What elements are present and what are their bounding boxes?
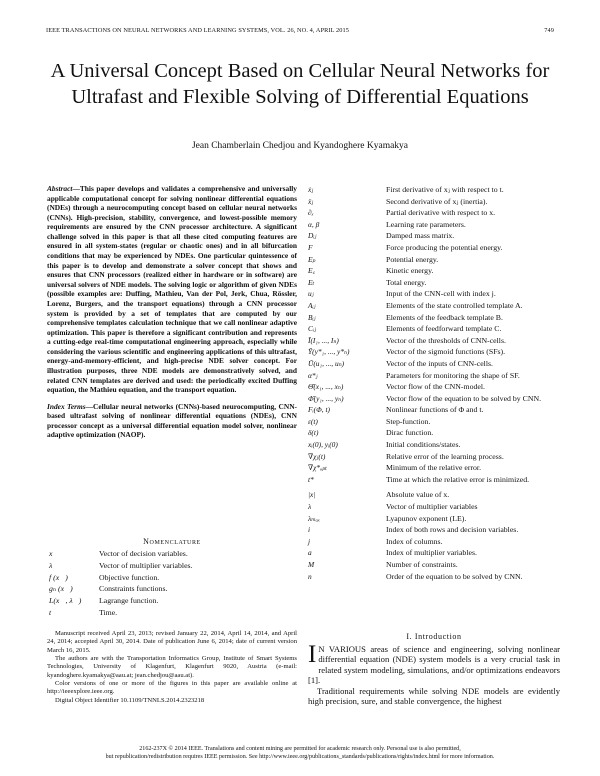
nomenclature-symbol: λ⃗ (308, 502, 317, 512)
nomenclature-item (308, 230, 560, 242)
nomenclature-item (47, 583, 297, 595)
introduction-lead: N VARIOUS (318, 644, 366, 654)
nomenclature-desc: Second derivative of xⱼ (inertia). (386, 196, 488, 206)
nomenclature-symbol: Cᵢⱼ (308, 324, 317, 334)
left-column (47, 184, 297, 440)
nomenclature-desc: Lyapunov exponent (LE). (386, 513, 467, 523)
nomenclature-desc: Number of constraints. (386, 560, 458, 569)
nomenclature-symbol: ∇χ*ₒₚₜ (308, 463, 327, 473)
nomenclature-desc: Vector flow of the equation to be solved by CNN. (386, 393, 542, 403)
nomenclature-item (47, 560, 297, 572)
footnote-color: Color versions of one or more of the figures in this paper are available online at http://ieeexplore.ieee.org. (47, 680, 297, 696)
nomenclature-desc: Damped mass matrix. (386, 231, 455, 241)
nomenclature-desc: Absolute value of x. (386, 490, 450, 500)
nomenclature-desc: Minimum of the relative error. (386, 463, 482, 473)
nomenclature-desc: Nonlinear functions of Φ and t. (386, 405, 484, 415)
introduction-dropcap: I (308, 641, 317, 668)
nomenclature-item (308, 288, 560, 300)
nomenclature-item (308, 559, 560, 571)
nomenclature-desc: Relative error of the learning process. (386, 451, 504, 461)
introduction-heading: I. Introduction (406, 632, 462, 641)
nomenclature-desc: Initial conditions/states. (386, 440, 461, 450)
nomenclature-desc: Elements of the feedback template B. (386, 312, 503, 322)
nomenclature-desc: Time. (99, 607, 118, 617)
nomenclature-left-list (47, 548, 297, 618)
nomenclature-item (308, 489, 560, 501)
nomenclature-desc: First derivative of xⱼ with respect to t. (386, 185, 504, 194)
nomenclature-item (308, 207, 560, 219)
nomenclature-desc: Vector of the inputs of CNN-cells. (386, 358, 493, 368)
nomenclature-symbol: a (308, 548, 312, 558)
nomenclature-symbol: xᵢ(0), yᵢ(0) (308, 440, 338, 450)
nomenclature-desc: Index of multiplier variables. (386, 548, 477, 558)
nomenclature-desc: Force producing the potential energy. (386, 242, 503, 252)
nomenclature-item (308, 358, 560, 370)
introduction-paragraph-1 (308, 641, 561, 686)
nomenclature-symbol: α, β (308, 219, 320, 229)
nomenclature-symbol: λ⃗ (49, 561, 59, 571)
nomenclature-item (308, 242, 560, 254)
nomenclature-desc: Vector of the sigmoid functions (SFs). (386, 347, 506, 357)
nomenclature-symbol: t (49, 607, 52, 617)
nomenclature-symbol: ε(t) (308, 416, 318, 426)
nomenclature-item (308, 254, 560, 266)
nomenclature-item (308, 393, 560, 405)
nomenclature-symbol: Eₜ (308, 277, 315, 287)
nomenclature-symbol: Fᵢ(Φ, t) (308, 405, 330, 415)
nomenclature-symbol: α*ⱼ (308, 370, 318, 380)
nomenclature-desc: Elements of the state controlled template A. (386, 300, 523, 310)
nomenclature-desc: Step-function. (386, 416, 431, 426)
footnotes (47, 630, 297, 705)
nomenclature-symbol: Φ̄(y₁, ..., yₙ) (308, 393, 344, 403)
abstract-text: This paper develops and validates a comprehensive and universally applicable computational concept for solving nonlinear differential equations (NDEs) through a neurocomputing concept based on cellular neural networks (CNNs). High-precision, stability, convergence, and lowest-possible memory requirements are ensured by the CNN processor architecture. A significant challenge solved in this paper is that all these cited computing features are ensured in all system-states (regular or chaotic ones) and in all bifurcation conditions that may be experienced by NDEs. One particular quintessence of this paper is to develop and demonstrate a solver concept that shows and ensures that CNN processors (realized either in hardware or in software) are universal solvers of NDE models. The solving logic or algorithm of given NDEs (possible examples are: Duffing, Mathieu, Van der Pol, Jerk, Chua, Rössler, Lorenz, Burgers, and the transport equations) through a CNN processor system is provided by a set of templates that are computed by our comprehensive templates calculation technique that we call nonlinear adaptive optimization. This paper is therefore a significant contribution and represents a cutting-edge real-time computational engineering approach, especially while considering the various scientific and engineering applications of this ultrafast, energy-and-memory-efficient, and high-precise NDE solver concept. For illustration purposes, three NDE models are demonstratively solved, and related CNN templates are derived and used: the periodically excited Duffing equation, the Mathieu equation, and the transport equation. (47, 184, 297, 395)
nomenclature-symbol: L(x⃗, λ⃗) (49, 596, 82, 606)
nomenclature-symbol: δ(t) (308, 428, 319, 438)
nomenclature-desc: Learning rate parameters. (386, 219, 466, 229)
copyright-line-1: 2162-237X © 2014 IEEE. Translations and content mining are permitted for academic research only. Personal use is also permitted, (139, 746, 461, 752)
page-number: 749 (544, 27, 554, 34)
nomenclature-item (308, 219, 560, 231)
nomenclature-symbol: Ū(u₁, ..., uₙ) (308, 358, 345, 368)
nomenclature-desc: Index of columns. (386, 536, 443, 546)
nomenclature-symbol: Dᵢⱼ (308, 231, 317, 241)
nomenclature-symbol: uⱼ (308, 289, 314, 299)
nomenclature-item (308, 346, 560, 358)
nomenclature-symbol: ẋⱼ (308, 185, 314, 194)
paper-authors: Jean Chamberlain Chedjou and Kyandoghere Kyamakya (191, 141, 409, 151)
journal-header: IEEE TRANSACTIONS ON NEURAL NETWORKS AND LEARNING SYSTEMS, VOL. 26, NO. 4, APRIL 2015 (46, 27, 350, 34)
index-terms: Index Terms—Cellular neural networks (CNNs)-based neurocomputing, CNN-based ultrafast solving of nonlinear differential equations (NDEs), CNN processor concept as a universal differential equation model solver, nonlinear adaptive optimization (NAOP). (47, 401, 297, 440)
nomenclature-symbol: j (308, 536, 311, 546)
nomenclature-item (308, 277, 560, 289)
copyright-line-2: but republication/redistribution requires IEEE permission. See http://www.ieee.org/publications_standards/publications/rights/index.html for more information. (105, 754, 495, 761)
nomenclature-desc: Lagrange function. (99, 596, 159, 606)
nomenclature-symbol: Θ̄(x₁, ..., xₙ) (308, 382, 344, 392)
nomenclature-item (308, 381, 560, 393)
nomenclature-symbol: E꜀ (308, 266, 316, 276)
index-terms-text: Cellular neural networks (CNNs)-based neurocomputing, CNN-based ultrafast solving of nonlinear differential equations (NDEs), CNN processor concept as a universal differential equation model solver, nonlinear adaptive optimization (NAOP). (47, 401, 297, 440)
nomenclature-desc: Partial derivative with respect to x. (386, 208, 496, 218)
nomenclature-item (47, 548, 297, 560)
nomenclature-desc: Elements of feedforward template C. (386, 324, 502, 334)
nomenclature-symbol: Aᵢⱼ (308, 300, 316, 310)
nomenclature-desc: Dirac function. (386, 428, 434, 438)
footnote-affiliation: The authors are with the Transportation Informatics Group, Institute of Smart Systems Technologies, University of Klagenfurt, Klagenfurt 9020, Austria (e-mail: kyandoghere.kyamakya@aau.at; jean.chedjou@aau.at). (47, 655, 297, 679)
nomenclature-desc: Kinetic energy. (386, 266, 434, 276)
nomenclature-desc: Total energy. (386, 277, 427, 287)
nomenclature-desc: Input of the CNN-cell with index j. (386, 289, 496, 299)
nomenclature-symbol: λₘₐₓ (308, 513, 320, 523)
nomenclature-desc: Potential energy. (386, 254, 439, 264)
nomenclature-symbol: n (308, 571, 312, 581)
footnote-manuscript: Manuscript received April 23, 2013; revised January 22, 2014, April 14, 2014, and April 24, 2014; accepted April 30, 2014. Date of publication June 6, 2014; date of current version March 16, 2015. (47, 630, 297, 654)
nomenclature-item (308, 536, 560, 548)
nomenclature-symbol: ∇χⱼ(t) (308, 451, 326, 461)
nomenclature-desc: Time at which the relative error is minimized. (386, 474, 530, 484)
nomenclature-item (47, 606, 297, 618)
nomenclature-desc: Vector of decision variables. (99, 549, 188, 559)
nomenclature-symbol: x⃗ (49, 549, 59, 559)
nomenclature-desc: Vector of multiplier variables (386, 502, 478, 512)
nomenclature-symbol: f (x⃗) (49, 572, 68, 582)
nomenclature-symbol: ẍⱼ (308, 196, 314, 206)
nomenclature-symbol: Ȳ(y*₁, ..., y*ₙ) (308, 347, 350, 357)
nomenclature-desc: Parameters for monitoring the shape of SF. (386, 370, 520, 380)
nomenclature-item (308, 474, 560, 486)
nomenclature-item (308, 451, 560, 463)
nomenclature-desc: Order of the equation to be solved by CNN. (386, 571, 523, 581)
running-header (46, 27, 554, 34)
abstract: Abstract—This paper develops and validates a comprehensive and universally applicable computational concept for solving nonlinear differential equations (NDEs) through a neurocomputing concept based on cellular neural networks (CNNs). High-precision, stability, convergence, and lowest-possible memory requirements are ensured by the CNN processor architecture. A significant challenge solved in this paper is that all these cited computing features are ensured in all system-states (regular or chaotic ones) and in all bifurcation conditions that may be experienced by NDEs. One particular quintessence of this paper is to develop and demonstrate a solver concept that shows and ensures that CNN processors (realized either in hardware or in software) are universal solvers of NDE models. The solving logic or algorithm of given NDEs (possible examples are: Duffing, Mathieu, Van der Pol, Jerk, Chua, Rössler, Lorenz, Burgers, and the transport equations) through a CNN processor system is provided by a set of templates that are computed by our comprehensive templates calculation technique that we call nonlinear adaptive optimization. This paper is therefore a significant contribution and represents a cutting-edge real-time computational engineering approach, especially while considering the various scientific and engineering applications of this ultrafast, energy-and-memory-efficient, and high-precise NDE solver concept. For illustration purposes, three NDE models are demonstratively solved, and related CNN templates are derived and used: the periodically excited Duffing equation, the Mathieu equation, and the transport equation. (47, 184, 297, 395)
nomenclature-desc: Constraints functions. (99, 584, 168, 594)
nomenclature-item (308, 265, 560, 277)
copyright-notice (20, 745, 580, 762)
nomenclature-item (308, 184, 560, 196)
introduction-paragraph-2: Traditional requirements while solving NDE models are evidently high precision, sure, and stable convergence, the highest (308, 685, 560, 707)
nomenclature-item (308, 196, 560, 208)
nomenclature-desc: Vector of multiplier variables. (99, 561, 193, 571)
nomenclature-desc: Vector flow of the CNN-model. (386, 382, 485, 392)
abstract-label: Abstract (47, 184, 73, 193)
nomenclature-symbol: ∂ₓ (308, 208, 314, 218)
nomenclature-item (308, 335, 560, 347)
paper-title: A Universal Concept Based on Cellular Neural Networks for Ultrafast and Flexible Solving of Differential Equations (50, 60, 550, 108)
index-terms-label: Index Terms (47, 401, 86, 411)
introduction-body (308, 641, 561, 707)
nomenclature-title: Nomenclature (143, 537, 201, 546)
nomenclature-symbol: Bᵢⱼ (308, 312, 316, 322)
nomenclature-symbol: t* (308, 474, 314, 484)
nomenclature-symbol: Eₚ (308, 254, 316, 264)
nomenclature-item (47, 571, 297, 583)
nomenclature-desc: Objective function. (99, 572, 160, 582)
nomenclature-symbol: gₙ (x⃗) (49, 584, 73, 594)
nomenclature-item (308, 571, 560, 583)
nomenclature-item (308, 404, 560, 416)
nomenclature-item (308, 501, 560, 513)
nomenclature-symbol: F⃗ (308, 242, 319, 252)
footnote-doi: Digital Object Identifier 10.1109/TNNLS.2014.2323218 (55, 696, 205, 704)
nomenclature-item (308, 370, 560, 382)
nomenclature-symbol: i (308, 525, 311, 535)
nomenclature-symbol: |x| (308, 490, 316, 500)
nomenclature-item (308, 323, 560, 335)
nomenclature-item (308, 427, 560, 439)
introduction-text: areas of science and engineering, solving nonlinear differential equation (NDE) system models is a very crucial task in related system modeling, simulations, and/or optimizations endeavors [1]. (308, 644, 561, 686)
nomenclature-item (308, 513, 560, 525)
nomenclature-item (308, 312, 560, 324)
nomenclature-item (308, 547, 560, 559)
nomenclature-item (308, 439, 560, 451)
nomenclature-item (47, 595, 297, 607)
nomenclature-item (308, 416, 560, 428)
nomenclature-item (308, 300, 560, 312)
nomenclature-symbol: Ī(I₁, ..., Iₙ) (308, 335, 339, 345)
nomenclature-symbol: M (308, 560, 315, 569)
nomenclature-desc: Vector of the thresholds of CNN-cells. (386, 335, 506, 345)
nomenclature-item (308, 524, 560, 536)
nomenclature-item (308, 462, 560, 474)
nomenclature-desc: Index of both rows and decision variables. (386, 525, 519, 535)
nomenclature-right-list (308, 184, 560, 582)
